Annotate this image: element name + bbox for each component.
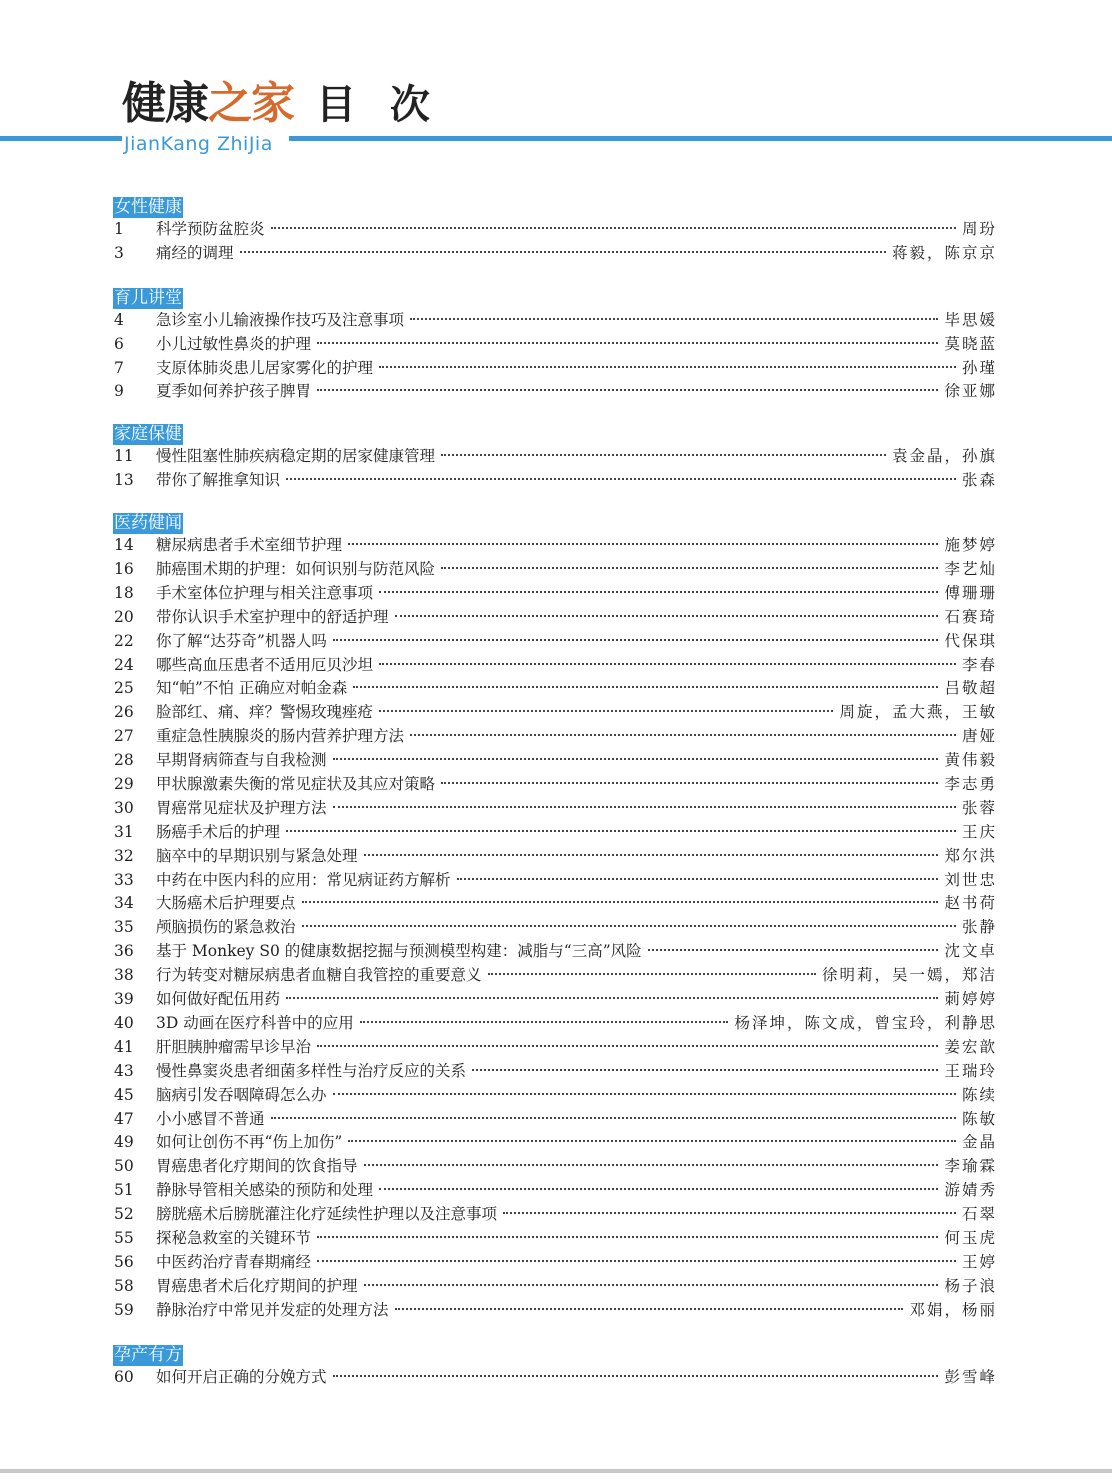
- dot-leader: [379, 1188, 938, 1190]
- dot-leader: [395, 615, 939, 617]
- toc-entry[interactable]: [113, 845, 997, 869]
- page-number: 39: [114, 990, 134, 1009]
- article-author: 杨泽坤，陈文成，曾宝玲，利静思: [734, 1013, 997, 1032]
- toc-entry[interactable]: [113, 357, 997, 381]
- article-title: 哪些高血压患者不适用厄贝沙坦: [156, 655, 374, 674]
- toc-entry[interactable]: [113, 821, 997, 845]
- article-title: 中医药治疗青春期痛经: [156, 1252, 312, 1271]
- toc-entry[interactable]: [113, 725, 997, 749]
- article-author: 王瑞玲: [944, 1061, 997, 1080]
- page-number: 7: [114, 358, 124, 377]
- dot-leader: [364, 1164, 939, 1166]
- article-title: 糖尿病患者手术室细节护理: [156, 536, 343, 555]
- page-number: 36: [114, 942, 134, 961]
- toc-title: 目 次: [316, 82, 440, 128]
- article-author: 陈敏: [961, 1109, 997, 1128]
- article-author: 莫晓蓝: [944, 334, 997, 353]
- section-heading: 女性健康: [114, 197, 182, 217]
- page-number: 38: [114, 966, 134, 985]
- section-heading: 家庭保健: [114, 424, 182, 445]
- toc-entry[interactable]: [113, 1108, 997, 1132]
- article-author: 张静: [961, 918, 997, 937]
- dot-leader: [317, 1260, 956, 1262]
- article-author: 李春: [961, 655, 997, 674]
- article-author: 何玉虎: [944, 1228, 997, 1247]
- toc-entry[interactable]: [113, 1299, 997, 1323]
- page-number: 58: [114, 1276, 134, 1295]
- article-author: 石赛琦: [944, 607, 997, 626]
- article-title: 如何开启正确的分娩方式: [156, 1367, 327, 1386]
- page-number: 43: [114, 1061, 134, 1080]
- article-title: 早期肾病筛查与自我检测: [156, 751, 327, 770]
- article-author: 沈文卓: [944, 942, 997, 961]
- article-title: 小小感冒不普通: [156, 1109, 265, 1128]
- article-author: 袁金晶，孙旗: [891, 447, 997, 466]
- page-number: 9: [114, 382, 124, 401]
- article-title: 静脉治疗中常见并发症的处理方法: [156, 1300, 389, 1319]
- dot-leader: [410, 734, 956, 736]
- dot-leader: [317, 342, 938, 344]
- page-number: 60: [114, 1367, 134, 1386]
- toc-entry[interactable]: [113, 1084, 997, 1108]
- footer-rule: [0, 1469, 1112, 1473]
- toc-entry[interactable]: [113, 630, 997, 654]
- toc-entry[interactable]: [113, 218, 997, 242]
- dot-leader: [395, 1308, 904, 1310]
- section-heading: 孕产有方: [114, 1344, 182, 1365]
- toc-entry[interactable]: [113, 380, 997, 404]
- page-number: 25: [114, 679, 134, 698]
- toc-entry[interactable]: [113, 582, 997, 606]
- toc-entry[interactable]: [113, 1060, 997, 1084]
- article-title: 脑病引发吞咽障碍怎么办: [156, 1085, 327, 1104]
- article-author: 石翠: [961, 1205, 997, 1224]
- article-author: 周玢: [961, 220, 997, 238]
- article-author: 徐亚娜: [944, 382, 997, 401]
- toc-section: [113, 513, 997, 1322]
- article-author: 彭雪峰: [944, 1367, 997, 1386]
- article-title: 大肠癌术后护理要点: [156, 894, 296, 913]
- page-number: 11: [114, 447, 134, 466]
- toc-entry[interactable]: [113, 749, 997, 773]
- toc-entry[interactable]: [113, 916, 997, 940]
- toc-entry[interactable]: [113, 1131, 997, 1155]
- page-number: 22: [114, 631, 134, 650]
- page-number: 26: [114, 703, 134, 722]
- toc-entry[interactable]: [113, 1203, 997, 1227]
- dot-leader: [317, 1045, 938, 1047]
- article-author: 傅珊珊: [944, 583, 997, 602]
- article-author: 刘世忠: [944, 870, 997, 889]
- toc-section: [113, 288, 997, 405]
- article-author: 张森: [961, 471, 997, 490]
- page-number: 18: [114, 583, 134, 602]
- article-title: 带你了解推拿知识: [156, 471, 281, 490]
- dot-leader: [333, 639, 939, 641]
- article-author: 姜宏歆: [944, 1037, 997, 1056]
- toc-entry[interactable]: [113, 773, 997, 797]
- article-author: 唐娅: [961, 727, 997, 746]
- dot-leader: [271, 227, 956, 229]
- article-title: 慢性鼻窦炎患者细菌多样性与治疗反应的关系: [156, 1061, 467, 1080]
- article-title: 颅脑损伤的紧急救治: [156, 918, 296, 937]
- article-title: 胃癌患者化疗期间的饮食指导: [156, 1157, 358, 1176]
- article-author: 郑尔洪: [944, 846, 997, 865]
- dot-leader: [348, 1140, 956, 1142]
- article-title: 肠癌手术后的护理: [156, 822, 281, 841]
- page-number: 30: [114, 798, 134, 817]
- article-author: 陈续: [961, 1085, 997, 1104]
- page-number: 3: [114, 243, 124, 262]
- article-author: 李艺灿: [944, 560, 997, 579]
- article-title: 痛经的调理: [156, 243, 234, 262]
- section-gap: [113, 266, 997, 288]
- dot-leader: [333, 1093, 956, 1095]
- page-number: 49: [114, 1133, 134, 1152]
- dot-leader: [286, 997, 938, 999]
- toc-entry[interactable]: [113, 988, 997, 1012]
- table-of-contents: [113, 197, 997, 1389]
- section-gap: [113, 1323, 997, 1345]
- dot-leader: [317, 1236, 938, 1238]
- dot-leader: [333, 1375, 939, 1377]
- dot-leader: [379, 710, 833, 712]
- article-title: 3D 动画在医疗科普中的应用: [156, 1013, 354, 1032]
- article-title: 如何做好配伍用药: [156, 990, 281, 1009]
- dot-leader: [353, 686, 938, 688]
- article-title: 脑卒中的早期识别与紧急处理: [156, 846, 358, 865]
- toc-entry[interactable]: [113, 534, 997, 558]
- page-number: 59: [114, 1300, 134, 1319]
- toc-entry[interactable]: [113, 469, 997, 493]
- dot-leader: [379, 366, 956, 368]
- article-title: 你了解“达芬奇”机器人吗: [156, 631, 327, 650]
- dot-leader: [302, 901, 939, 903]
- page-number: 4: [114, 310, 124, 329]
- toc-section: [113, 424, 997, 493]
- page-number: 33: [114, 870, 134, 889]
- section-heading: 医药健闻: [114, 513, 182, 534]
- toc-entry[interactable]: [113, 701, 997, 725]
- toc-section: [113, 197, 997, 266]
- article-title: 急诊室小儿输液操作技巧及注意事项: [156, 310, 405, 329]
- toc-entry[interactable]: [113, 242, 997, 266]
- article-author: 杨子浪: [944, 1276, 997, 1295]
- article-title: 带你认识手术室护理中的舒适护理: [156, 607, 389, 626]
- article-author: 张蓉: [961, 798, 997, 817]
- page-number: 16: [114, 560, 134, 579]
- toc-entry[interactable]: [113, 1179, 997, 1203]
- article-author: 孙瑾: [961, 358, 997, 377]
- article-author: 李志勇: [944, 775, 997, 794]
- masthead: [0, 0, 1112, 170]
- page-number: 13: [114, 471, 134, 490]
- article-author: 代保琪: [944, 631, 997, 650]
- page-number: 40: [114, 1013, 134, 1032]
- article-author: 周旋，孟大燕，王敏: [839, 703, 997, 722]
- dot-leader: [441, 454, 886, 456]
- article-author: 莿婷婷: [944, 990, 997, 1009]
- dot-leader: [472, 1069, 938, 1071]
- toc-entry[interactable]: [113, 1036, 997, 1060]
- page-number: 35: [114, 918, 134, 937]
- dot-leader: [271, 1117, 956, 1119]
- toc-entry[interactable]: [113, 333, 997, 357]
- toc-entry[interactable]: [113, 677, 997, 701]
- toc-entry[interactable]: [113, 309, 997, 333]
- page-number: 55: [114, 1228, 134, 1247]
- dot-leader: [317, 389, 938, 391]
- dot-leader: [488, 973, 816, 975]
- toc-entry[interactable]: [113, 1366, 997, 1390]
- article-title: 静脉导管相关感染的预防和处理: [156, 1181, 374, 1200]
- section-gap: [113, 404, 997, 424]
- article-title: 探秘急救室的关键环节: [156, 1228, 312, 1247]
- toc-entry[interactable]: [113, 654, 997, 678]
- toc-entry[interactable]: [113, 606, 997, 630]
- page-number: 31: [114, 822, 134, 841]
- toc-entry[interactable]: [113, 869, 997, 893]
- page-number: 6: [114, 334, 124, 353]
- article-author: 吕敬超: [944, 679, 997, 698]
- article-author: 游婧秀: [944, 1181, 997, 1200]
- dot-leader: [648, 949, 939, 951]
- article-title: 科学预防盆腔炎: [156, 220, 265, 238]
- page-number: 41: [114, 1037, 134, 1056]
- brand-subtitle: JianKang ZhiJia: [122, 132, 289, 156]
- dot-leader: [302, 925, 956, 927]
- dot-leader: [360, 1021, 729, 1023]
- article-author: 金晶: [961, 1133, 997, 1152]
- dot-leader: [286, 478, 956, 480]
- toc-entry[interactable]: [113, 797, 997, 821]
- toc-section: [113, 1345, 997, 1390]
- dot-leader: [379, 663, 956, 665]
- dot-leader: [457, 878, 939, 880]
- dot-leader: [364, 1284, 939, 1286]
- page-number: 47: [114, 1109, 134, 1128]
- article-title: 胃癌患者术后化疗期间的护理: [156, 1276, 358, 1295]
- toc-entry[interactable]: [113, 964, 997, 988]
- dot-leader: [379, 591, 938, 593]
- page-number: 45: [114, 1085, 134, 1104]
- article-title: 肺癌围术期的护理：如何识别与防范风险: [156, 560, 436, 579]
- dot-leader: [240, 251, 886, 253]
- article-title: 胃癌常见症状及护理方法: [156, 798, 327, 817]
- article-author: 施梦婷: [944, 536, 997, 555]
- article-title: 基于 Monkey S0 的健康数据挖掘与预测模型构建：减脂与“三高”风险: [156, 942, 642, 961]
- dot-leader: [441, 782, 938, 784]
- article-title: 膀胱癌术后膀胱灌注化疗延续性护理以及注意事项: [156, 1205, 498, 1224]
- article-title: 夏季如何养护孩子脾胃: [156, 382, 312, 401]
- article-title: 肝胆胰肿瘤需早诊早治: [156, 1037, 312, 1056]
- dot-leader: [286, 830, 956, 832]
- toc-entry[interactable]: [113, 1275, 997, 1299]
- page-number: 24: [114, 655, 134, 674]
- page-number: 56: [114, 1252, 134, 1271]
- article-author: 李瑜霖: [944, 1157, 997, 1176]
- article-author: 蒋毅，陈京京: [891, 243, 997, 262]
- article-title: 支原体肺炎患儿居家雾化的护理: [156, 358, 374, 377]
- article-title: 慢性阻塞性肺疾病稳定期的居家健康管理: [156, 447, 436, 466]
- dot-leader: [333, 806, 956, 808]
- article-title: 甲状腺激素失衡的常见症状及其应对策略: [156, 775, 436, 794]
- dot-leader: [410, 318, 938, 320]
- page-number: 28: [114, 751, 134, 770]
- page-number: 29: [114, 775, 134, 794]
- brand-part1: 健康: [122, 78, 208, 129]
- toc-entry[interactable]: [113, 445, 997, 469]
- article-title: 知“帕”不怕 正确应对帕金森: [156, 679, 348, 698]
- article-title: 行为转变对糖尿病患者血糖自我管控的重要意义: [156, 966, 482, 985]
- dot-leader: [503, 1212, 956, 1214]
- brand-logo: [122, 78, 446, 131]
- article-title: 脸部红、痛、痒？警惕玫瑰痤疮: [156, 703, 374, 722]
- article-author: 黄伟毅: [944, 751, 997, 770]
- article-author: 王庆: [961, 822, 997, 841]
- page-number: 27: [114, 727, 134, 746]
- article-title: 手术室体位护理与相关注意事项: [156, 583, 374, 602]
- page-number: 20: [114, 607, 134, 626]
- page-number: 14: [114, 536, 134, 555]
- page-number: 32: [114, 846, 134, 865]
- toc-entry[interactable]: [113, 1227, 997, 1251]
- article-author: 毕思媛: [944, 310, 997, 329]
- article-title: 中药在中医内科的应用：常见病证药方解析: [156, 870, 451, 889]
- toc-entry[interactable]: [113, 1251, 997, 1275]
- page-number: 52: [114, 1205, 134, 1224]
- article-author: 邓娟，杨丽: [909, 1300, 997, 1319]
- page-number: 51: [114, 1181, 134, 1200]
- section-gap: [113, 493, 997, 513]
- dot-leader: [441, 567, 938, 569]
- page-number: 50: [114, 1157, 134, 1176]
- toc-entry[interactable]: [113, 892, 997, 916]
- page-number: 34: [114, 894, 134, 913]
- page-number: 1: [114, 220, 124, 238]
- article-author: 赵书荷: [944, 894, 997, 913]
- section-heading: 育儿讲堂: [114, 287, 182, 308]
- article-title: 重症急性胰腺炎的肠内营养护理方法: [156, 727, 405, 746]
- article-title: 如何让创伤不再“伤上加伤”: [156, 1133, 343, 1152]
- brand-part2: 之家: [208, 78, 294, 129]
- dot-leader: [333, 758, 939, 760]
- toc-entry[interactable]: [113, 940, 997, 964]
- dot-leader: [348, 543, 938, 545]
- dot-leader: [364, 854, 939, 856]
- toc-entry[interactable]: [113, 1155, 997, 1179]
- article-author: 徐明莉，吴一嫣，郑洁: [821, 966, 997, 985]
- toc-entry[interactable]: [113, 558, 997, 582]
- article-author: 王婷: [961, 1252, 997, 1271]
- article-title: 小儿过敏性鼻炎的护理: [156, 334, 312, 353]
- toc-entry[interactable]: [113, 1012, 997, 1036]
